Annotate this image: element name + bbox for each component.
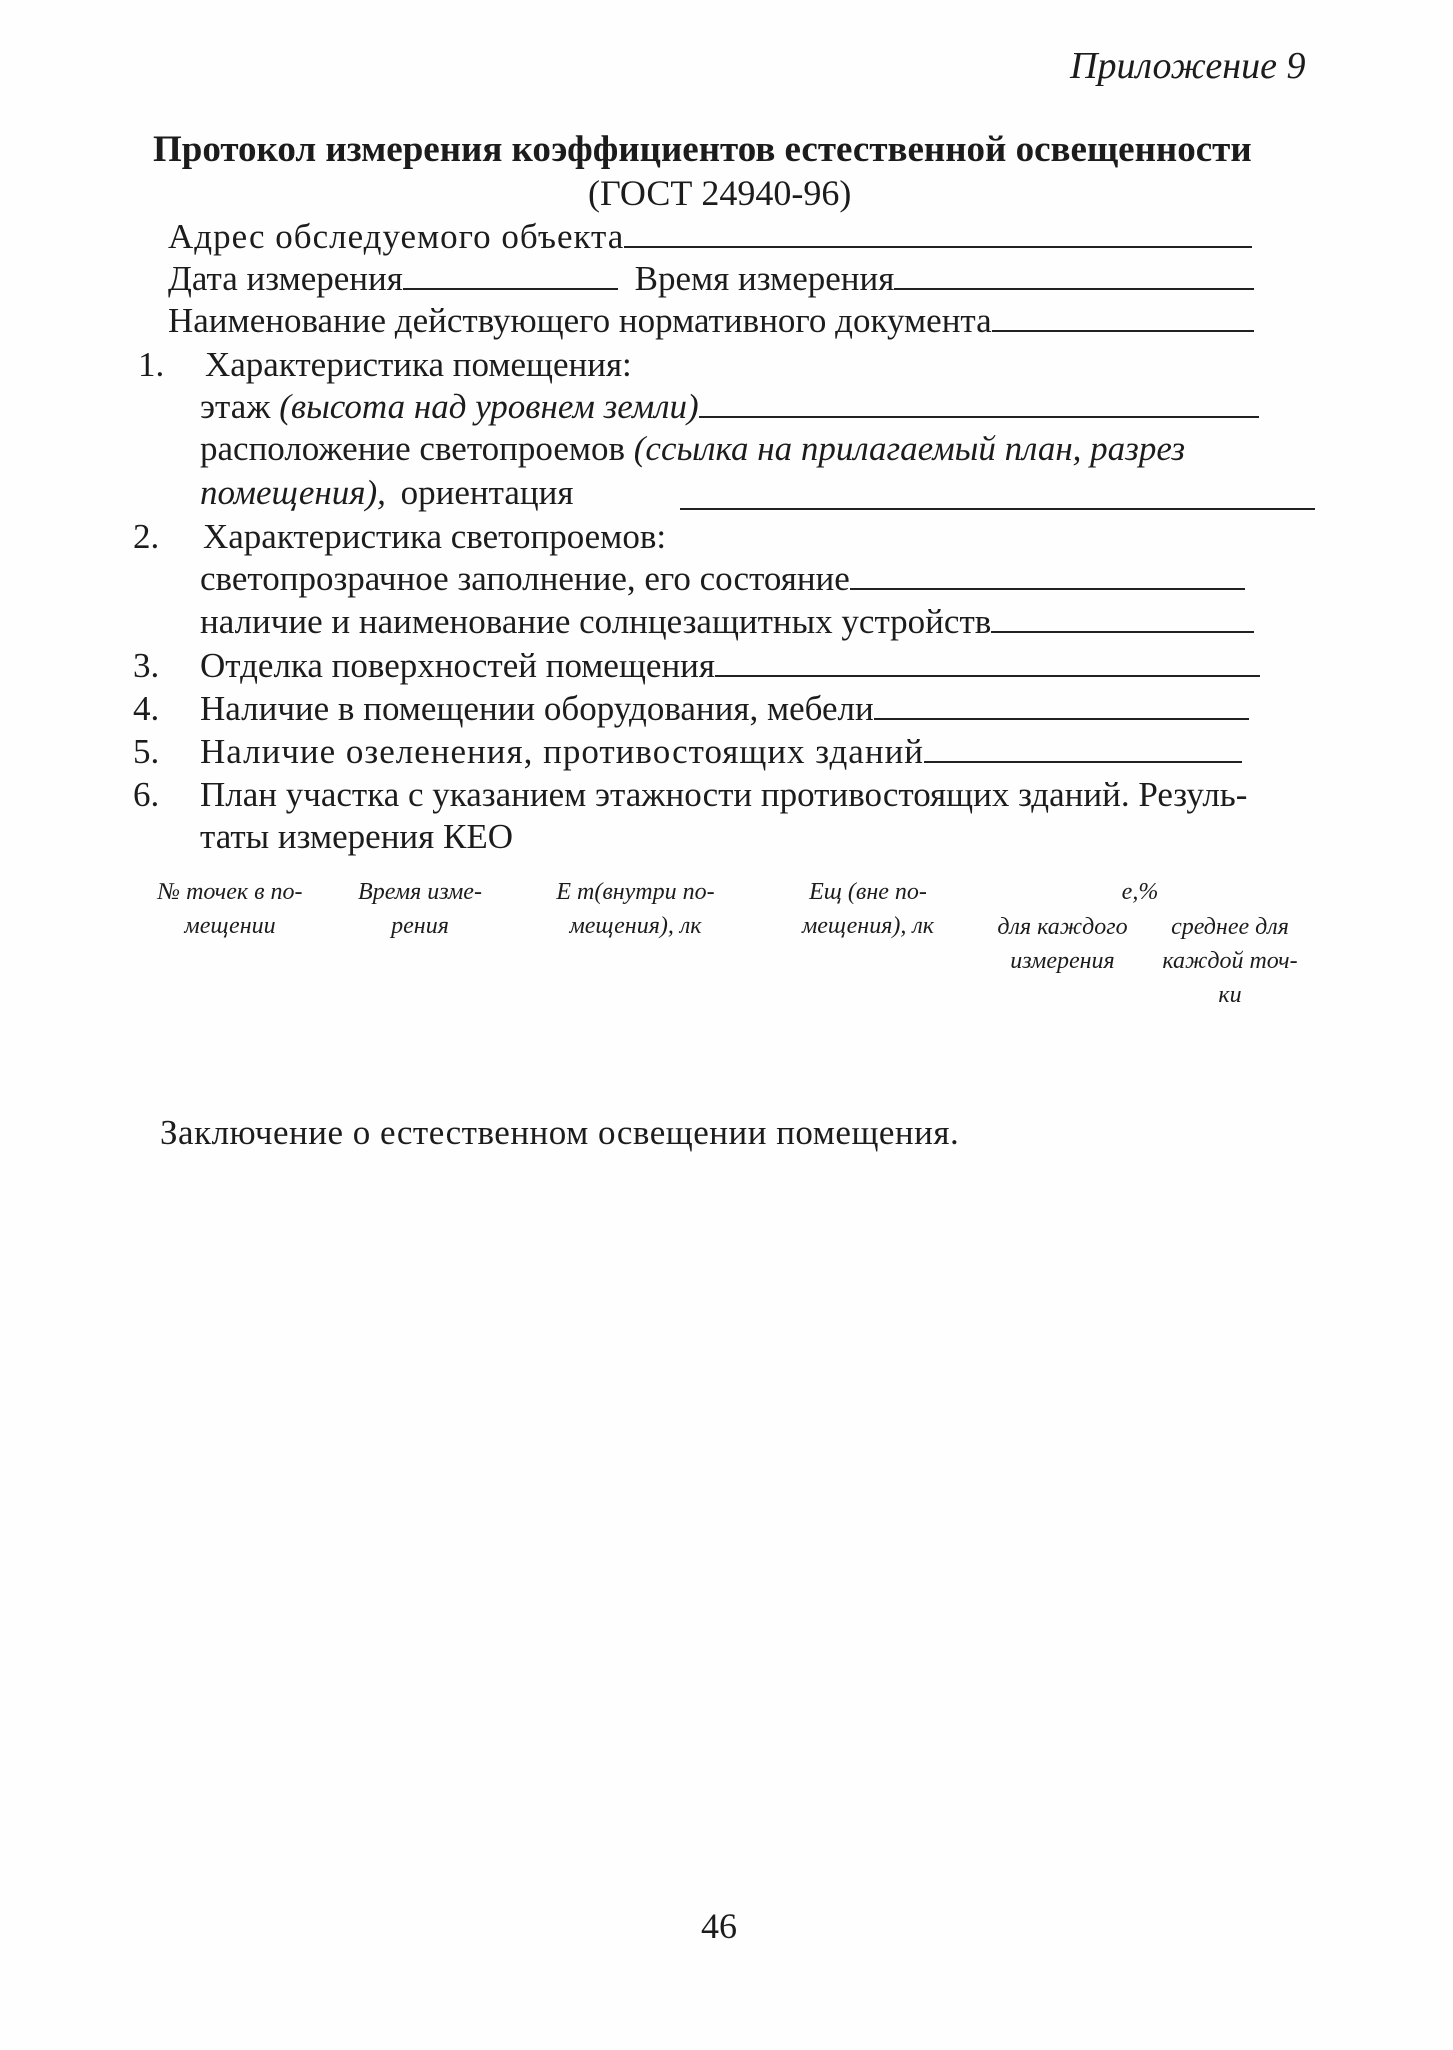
- standard-reference: (ГОСТ 24940-96): [588, 173, 852, 213]
- item-6-text: План участка с указанием этажности противостоящих зданий. Резуль-: [200, 775, 1248, 814]
- item-3-number: 3.: [133, 646, 160, 685]
- time-label: Время измерения: [634, 259, 895, 298]
- normative-doc-line: [168, 300, 1254, 342]
- location-note: (ссылка на прилагаемый план, разрез: [633, 429, 1186, 468]
- finishing-field[interactable]: [715, 645, 1260, 677]
- greenery-field[interactable]: [924, 731, 1242, 763]
- floor-label: этаж: [200, 387, 271, 426]
- appendix-label: Приложение 9: [1070, 45, 1306, 87]
- shading-field[interactable]: [991, 601, 1254, 633]
- document-title: Протокол измерения коэффициентов естественной освещенности: [153, 129, 1252, 170]
- item-4-number: 4.: [133, 689, 160, 728]
- orientation-label: ориентация: [400, 473, 574, 512]
- col-header-time: Время изме-рения: [358, 879, 482, 939]
- item-5-text: Наличие озеленения, противостоящих зданий: [200, 732, 925, 771]
- col-header-points: № точек в по-мещении: [157, 879, 303, 939]
- time-field[interactable]: [894, 258, 1254, 290]
- glazing-line: [200, 558, 1245, 600]
- orientation-field[interactable]: [680, 478, 1315, 510]
- shading-label: наличие и наименование солнцезащитных устройств: [200, 602, 992, 641]
- item-5-line: [200, 731, 1242, 773]
- page-number: 46: [701, 1906, 737, 1946]
- item-3-line: [200, 645, 1260, 687]
- conclusion-text: Заключение о естественном освещении помещения.: [160, 1113, 960, 1152]
- orientation-line: [200, 472, 573, 514]
- item-5-number: 5.: [133, 732, 160, 771]
- glazing-field[interactable]: [850, 558, 1245, 590]
- location-label: расположение светопроемов: [200, 429, 626, 468]
- equipment-field[interactable]: [874, 688, 1249, 720]
- date-label: Дата измерения: [168, 259, 403, 298]
- date-field[interactable]: [403, 258, 618, 290]
- location-note-cont: помещения),: [200, 473, 386, 512]
- glazing-label: светопрозрачное заполнение, его состояние: [200, 559, 850, 598]
- item-4-text: Наличие в помещении оборудования, мебели: [200, 689, 874, 728]
- location-line: [200, 428, 1185, 470]
- floor-line: [200, 386, 1259, 428]
- item-3-text: Отделка поверхностей помещения: [200, 646, 716, 685]
- item-1-text: Характеристика помещения:: [205, 345, 632, 384]
- normative-doc-field[interactable]: [992, 300, 1254, 332]
- address-line: [168, 216, 1252, 258]
- date-time-line: [168, 258, 1254, 300]
- item-4-line: [200, 688, 1249, 730]
- item-2-text: Характеристика светопроемов:: [203, 517, 667, 556]
- item-1-number: 1.: [138, 345, 165, 384]
- floor-note: (высота над уровнем земли): [279, 387, 699, 426]
- col-header-avg-point: среднее для каждой точ-ки: [1162, 914, 1298, 1008]
- col-header-each-measurement: для каждого измерения: [997, 914, 1128, 974]
- item-6-text-cont: таты измерения КЕО: [200, 817, 514, 856]
- shading-line: [200, 601, 1254, 643]
- address-label: Адрес обследуемого объекта: [168, 217, 625, 256]
- col-header-e-percent: е,%: [1121, 879, 1159, 905]
- floor-field[interactable]: [699, 386, 1259, 418]
- item-2-number: 2.: [133, 517, 160, 556]
- col-header-e-outside: Ещ (вне по-мещения), лк: [801, 879, 935, 939]
- address-field[interactable]: [624, 216, 1252, 248]
- item-6-number: 6.: [133, 775, 160, 814]
- normative-doc-label: Наименование действующего нормативного документа: [168, 301, 992, 340]
- col-header-e-inside: Е т(внутри по-мещения), лк: [556, 879, 715, 939]
